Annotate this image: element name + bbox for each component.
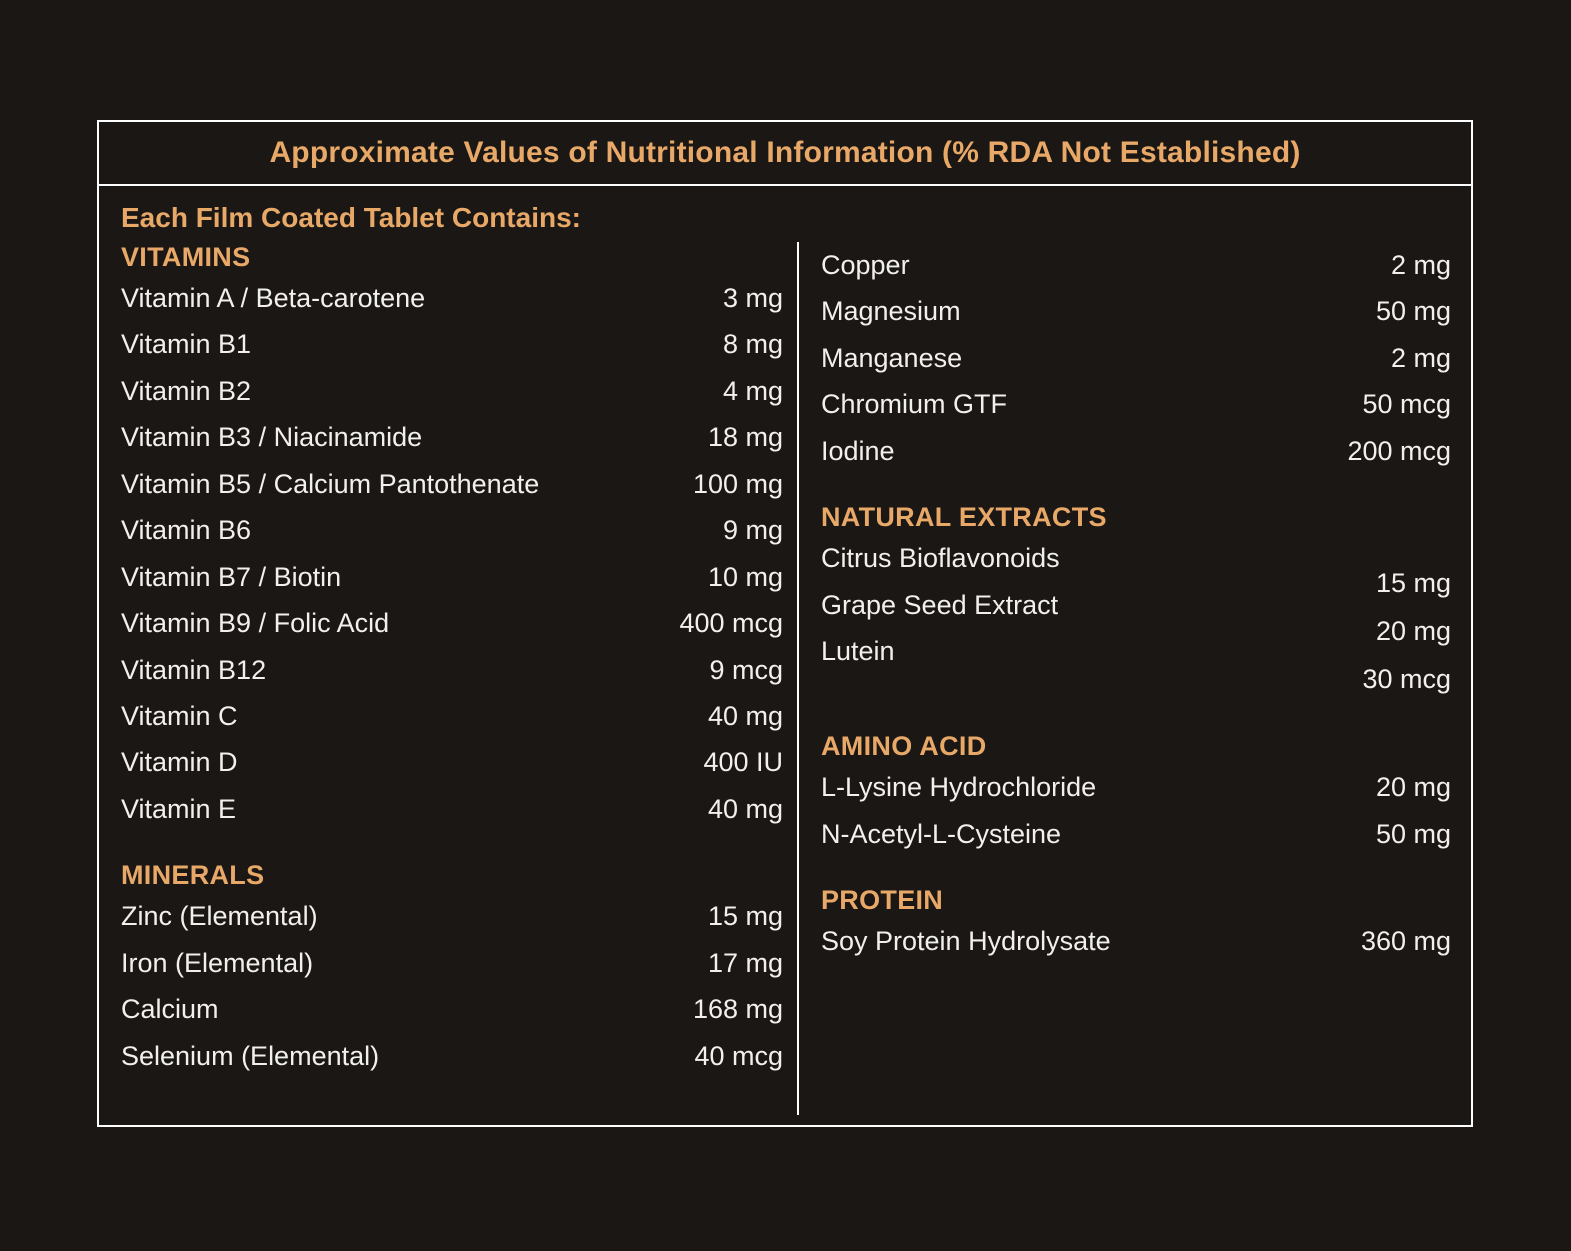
table-row (821, 242, 1451, 288)
table-row (121, 554, 783, 600)
table-row (121, 461, 783, 507)
section-heading-vitamins: VITAMINS (121, 242, 251, 272)
nutrient-value: 168 mg (692, 994, 783, 1025)
nutrient-value: 15 mg (707, 901, 783, 932)
nutrient-name: Vitamin B12 (121, 654, 267, 685)
natural-extracts-block (821, 535, 1451, 703)
table-row (121, 940, 783, 986)
table-row (121, 693, 783, 739)
nutrient-value: 2 mg (1390, 342, 1451, 373)
nutrient-value: 8 mg (722, 329, 783, 360)
nutrient-name: Zinc (Elemental) (121, 901, 318, 932)
nutrient-name: Citrus Bioflavonoids (821, 543, 1060, 574)
nutrient-name: Vitamin B6 (121, 515, 252, 546)
section-heading-amino-acid: AMINO ACID (821, 731, 987, 762)
table-row (821, 288, 1451, 334)
nutrient-value: 400 mcg (679, 608, 783, 639)
nutrient-value: 4 mg (722, 375, 783, 406)
table-row (821, 918, 1451, 964)
nutrient-name: Vitamin B1 (121, 329, 252, 360)
nutrient-value: 50 mg (1375, 296, 1451, 327)
nutrient-value: 100 mg (692, 468, 783, 499)
nutrient-name: Vitamin D (121, 747, 238, 778)
nutrient-value: 30 mcg (1362, 664, 1451, 695)
nutrient-value: 20 mg (1375, 772, 1451, 803)
natural-extracts-values (1362, 535, 1451, 703)
table-row (821, 811, 1451, 857)
nutrient-name: L-Lysine Hydrochloride (821, 772, 1097, 803)
nutrient-value: 50 mg (1375, 818, 1451, 849)
nutrient-value: 400 IU (703, 747, 783, 778)
nutrient-value: 18 mg (707, 422, 783, 453)
nutrient-value: 9 mcg (709, 654, 783, 685)
nutrient-name: N-Acetyl-L-Cysteine (821, 818, 1062, 849)
nutrient-name: Vitamin B9 / Folic Acid (121, 608, 390, 639)
nutrient-name: Vitamin A / Beta-carotene (121, 283, 426, 313)
table-row (121, 321, 783, 367)
nutrient-value: 15 mg (1375, 568, 1451, 599)
table-row (121, 600, 783, 646)
table-row (121, 986, 783, 1032)
nutrient-value: 3 mg (722, 283, 783, 313)
nutrient-name: Soy Protein Hydrolysate (821, 926, 1111, 957)
table-row (121, 368, 783, 414)
section-heading-minerals: MINERALS (121, 860, 265, 891)
table-row (121, 739, 783, 785)
right-column (799, 242, 1471, 1115)
table-row (121, 414, 783, 460)
nutrient-name: Iodine (821, 435, 895, 466)
nutrient-name: Copper (821, 250, 910, 280)
nutrient-name: Chromium GTF (821, 389, 1008, 420)
table-row (821, 428, 1451, 474)
nutrient-name: Iron (Elemental) (121, 947, 314, 978)
nutrient-name: Vitamin E (121, 793, 237, 824)
nutrient-name: Vitamin C (121, 700, 238, 731)
nutrient-name: Selenium (Elemental) (121, 1040, 380, 1071)
nutrient-name: Vitamin B5 / Calcium Pantothenate (121, 468, 540, 499)
table-row (821, 381, 1451, 427)
nutrient-value: 20 mg (1375, 616, 1451, 647)
nutrition-columns (99, 242, 1471, 1115)
nutrient-name: Lutein (821, 636, 895, 667)
nutrient-value: 200 mcg (1347, 435, 1451, 466)
nutrient-name: Manganese (821, 342, 963, 373)
nutrient-value: 10 mg (707, 561, 783, 592)
nutrient-value: 40 mg (707, 700, 783, 731)
nutrient-value: 40 mg (707, 793, 783, 824)
table-row (121, 275, 783, 321)
nutrient-name: Grape Seed Extract (821, 589, 1059, 620)
nutrient-name: Vitamin B7 / Biotin (121, 561, 342, 592)
nutrient-value: 360 mg (1360, 926, 1451, 957)
nutrient-value: 2 mg (1390, 250, 1451, 280)
table-row (121, 893, 783, 939)
table-row (121, 1033, 783, 1079)
section-heading-protein: PROTEIN (821, 885, 944, 916)
nutrient-name: Magnesium (821, 296, 961, 327)
nutrient-value: 40 mcg (694, 1040, 783, 1071)
serving-subtitle: Each Film Coated Tablet Contains: (121, 202, 581, 233)
page-title: Approximate Values of Nutritional Information (% RDA Not Established) (99, 122, 1471, 186)
table-row (821, 335, 1451, 381)
table-row (121, 647, 783, 693)
nutrient-value: 17 mg (707, 947, 783, 978)
table-row (121, 786, 783, 832)
nutrient-name: Vitamin B2 (121, 375, 252, 406)
table-row (821, 764, 1451, 810)
nutrition-panel (97, 120, 1473, 1127)
nutrient-name: Vitamin B3 / Niacinamide (121, 422, 423, 453)
nutrient-name: Calcium (121, 994, 219, 1025)
section-heading-natural-extracts: NATURAL EXTRACTS (821, 502, 1107, 533)
nutrient-value: 50 mcg (1362, 389, 1451, 420)
nutrient-value: 9 mg (722, 515, 783, 546)
nutrition-body (99, 186, 1471, 1125)
left-column (99, 242, 799, 1115)
table-row (121, 507, 783, 553)
natural-extracts-names (821, 535, 1060, 703)
